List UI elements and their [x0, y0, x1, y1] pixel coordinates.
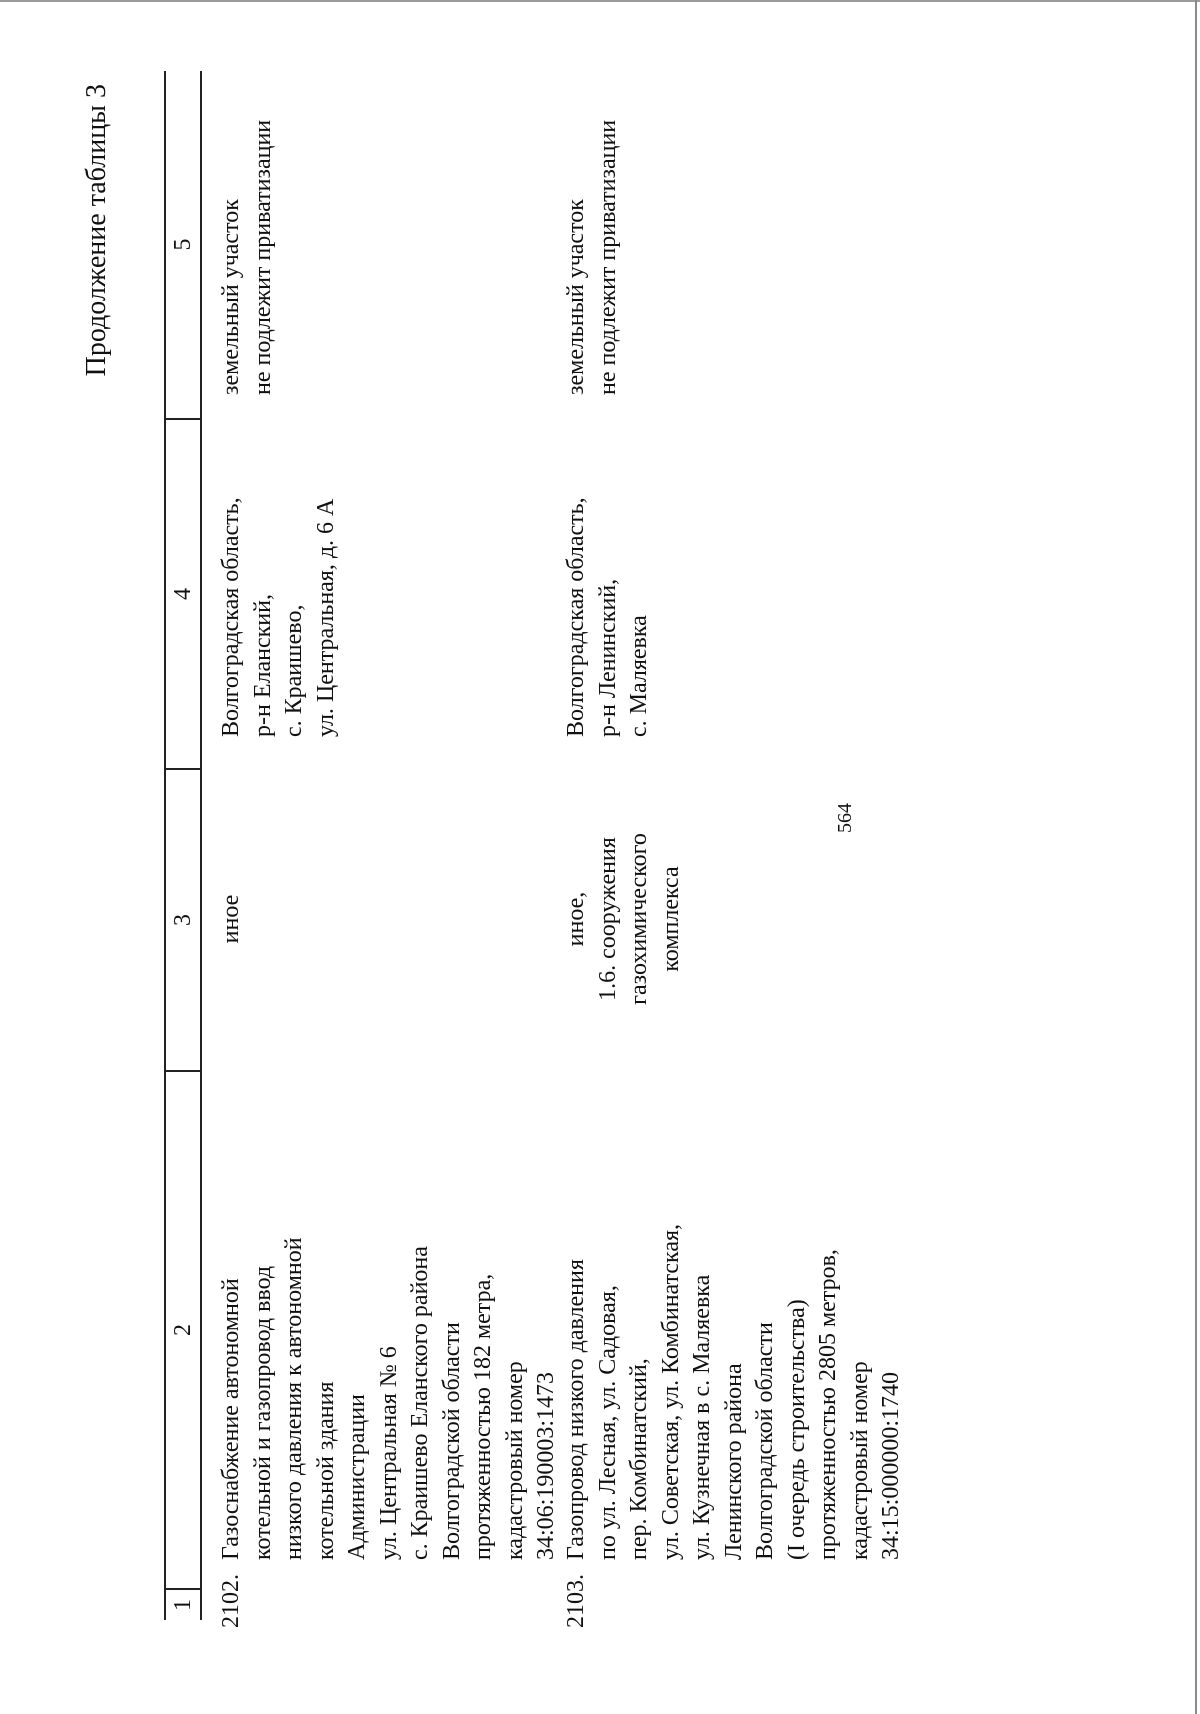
header-col-1: 1 [166, 1588, 200, 1620]
table-row [561, 71, 921, 1628]
page-number: 564 [834, 803, 856, 833]
object-address: Волгоградская область, р-н Ленинский, с. Маляевка [563, 497, 652, 737]
row-number: 2103. [563, 1574, 589, 1628]
continuation-label: Продолжение таблицы 3 [81, 84, 112, 377]
header-col-3: 3 [166, 768, 200, 1070]
row-number: 2102. [218, 1574, 244, 1628]
header-col-4: 4 [166, 418, 200, 768]
table-header-row [164, 71, 202, 1620]
object-type: иное, 1.6. сооружения газохимического комплекса [563, 833, 684, 1005]
object-name: Газопровод низкого давления по ул. Лесная, ул. Садовая, пер. Комбинатский, ул. Советская, ул. Комбинатская, ул. Кузнечная в с. Маляевка Ленинского района Волгоградской области (I очередь строительства) протяженностью 2805 метров, кадастровый номер 34:15:000000:1740 [563, 1223, 904, 1560]
object-name: Газоснабжение автономной котельной и газопровод ввод низкого давления к автономной котельной здания Администрации ул. Центральная № 6 с. Краишево Еланского района Волгоградской области протяженностью 182 метра, кадастровый номер 34:06:190003:1473 [218, 1237, 559, 1560]
header-col-2: 2 [166, 1070, 200, 1588]
object-address: Волгоградская область, р-н Еланский, с. Краишево, ул. Центральная, д. 6 А [218, 497, 339, 737]
data-table [164, 71, 921, 1628]
object-type: иное [218, 894, 244, 944]
header-col-5: 5 [170, 238, 196, 251]
object-note: земельный участок не подлежит приватизации [218, 119, 276, 395]
object-note: земельный участок не подлежит приватизации [563, 119, 621, 395]
table-row [216, 71, 561, 1628]
